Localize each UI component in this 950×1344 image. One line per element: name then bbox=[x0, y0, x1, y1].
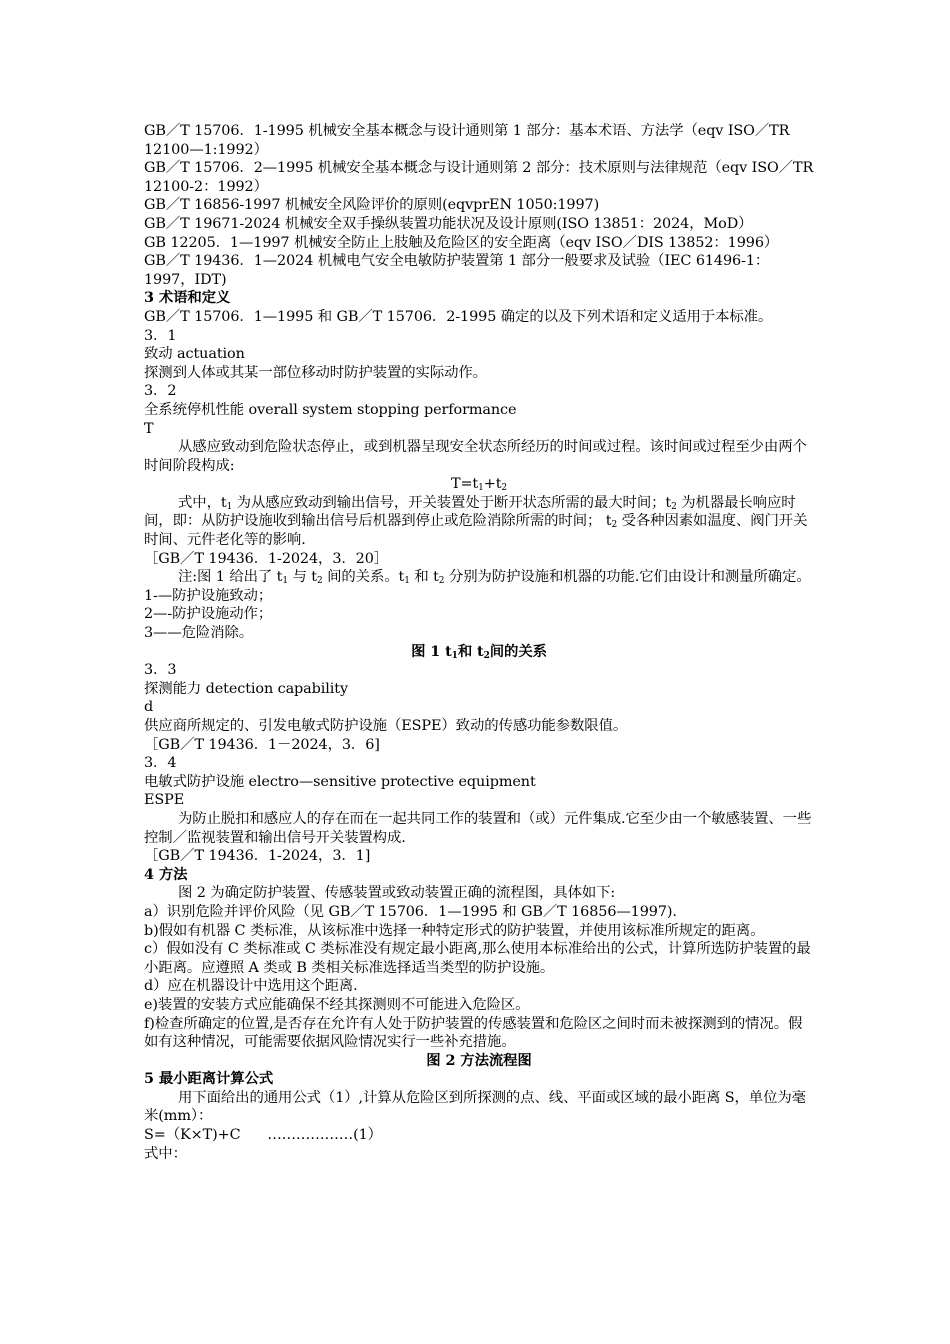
ref-1: GB／T 15706．1-1995 机械安全基本概念与设计通则第 1 部分：基本术语、方法学（eqv ISO／TR 12100—1:1992） bbox=[144, 123, 790, 158]
term-3-1-definition: 探测到人体或其某一部位移动时防护装置的实际动作。 bbox=[144, 364, 487, 381]
method-step-e: e)装置的安装方式应能确保不经其探测则不可能进入危险区。 bbox=[144, 996, 530, 1013]
section-5-heading: 5 最小距离计算公式 bbox=[144, 1070, 274, 1088]
method-step-c: c）假如没有 C 类标准或 C 类标准没有规定最小距离,那么使用本标准给出的公式，计算所选防护装置的最小距离。应遵照 A 类或 B 类相关标准选择适当类型的防护设施。 bbox=[144, 941, 811, 976]
section-5-intro: 用下面给出的通用公式（1）,计算从危险区到所探测的点、线、平面或区域的最小距离 S，单位为毫米(mm）： bbox=[144, 1089, 806, 1125]
section-4-heading: 4 方法 bbox=[144, 865, 188, 883]
formula-where-label: 式中： bbox=[144, 1145, 187, 1162]
method-step-a: a）识别危险并评价风险（见 GB／T 15706．1—1995 和 GB／T 16856—1997). bbox=[144, 903, 677, 920]
term-3-3-symbol: d bbox=[144, 699, 154, 716]
term-3-4-source: ［GB／T 19436．1-2024，3．1] bbox=[144, 848, 371, 865]
term-3-4-definition: 为防止脱扣和感应人的存在而在一起共同工作的装置和（或）元件集成.它至少由一个敏感装置、一些控制／监视装置和输出信号开关装置构成. bbox=[144, 810, 812, 846]
term-3-2-definition: 从感应致动到危险状态停止，或到机器呈现安全状态所经历的时间或过程。该时间或过程至少由两个时间阶段构成: bbox=[144, 439, 807, 474]
ref-6: GB／T 19436．1—2024 机械电气安全电敏防护装置第 1 部分一般要求及试验（IEC 61496-1：1997，IDT) bbox=[144, 253, 770, 288]
figure-1-caption: 图 1 $t_1$和 $t_2$间的关系 bbox=[411, 642, 547, 661]
term-3-2-symbol: T bbox=[144, 420, 154, 437]
term-3-3-number: 3．3 bbox=[144, 662, 177, 679]
method-step-f: f)检查所确定的位置,是否存在允许有人处于防护装置的传感装置和危险区之间时而未被探测到的情况。假如有这种情况，可能需要依据风险情况实行一些补充措施。 bbox=[144, 1015, 803, 1051]
term-3-1-name: 致动 actuation bbox=[144, 346, 245, 363]
stop-time-equation: $T=t_1+t_2$ bbox=[450, 476, 508, 494]
term-3-4-number: 3．4 bbox=[144, 755, 177, 772]
equation-explanation: 式中，$t_1$ 为从感应致动到输出信号，开关装置处于断开状态所需的最大时间；$t_2$ 为机器最长响应时间，即：从防护设施收到输出信号后机器到停止或危险消除所需的时间； $t_2$ 受各种因素如温度、阀门开关时间、元件老化等的影响. bbox=[144, 494, 808, 549]
term-3-2-source: ［GB／T 19436．1-2024，3．20］ bbox=[144, 550, 389, 567]
figure-1-legend-2: 2—-防护设施动作； bbox=[144, 606, 273, 623]
document-body bbox=[144, 122, 814, 1163]
term-3-2-number: 3．2 bbox=[144, 383, 177, 400]
section-4-intro: 图 2 为确定防护装置、传感装置或致动装置正确的流程图，具体如下: bbox=[178, 885, 616, 902]
section-3-intro: GB／T 15706．1—1995 和 GB／T 15706．2-1995 确定的以及下列术语和定义适用于本标准。 bbox=[144, 308, 773, 325]
ref-2: GB／T 15706．2—1995 机械安全基本概念与设计通则第 2 部分：技术原则与法律规范（eqv ISO／TR 12100-2：1992） bbox=[144, 160, 814, 195]
section-3-heading: 3 术语和定义 bbox=[144, 289, 231, 307]
term-3-3-source: ［GB／T 19436．1－2024，3．6] bbox=[144, 736, 380, 753]
term-3-1-number: 3．1 bbox=[144, 327, 177, 344]
method-step-d: d）应在机器设计中选用这个距离. bbox=[144, 978, 358, 995]
figure-1-legend-3: 3——危险消除。 bbox=[144, 625, 254, 642]
term-3-4-symbol: ESPE bbox=[144, 792, 185, 809]
ref-3: GB／T 16856-1997 机械安全风险评价的原则(eqvprEN 1050:1997) bbox=[144, 197, 600, 214]
ref-4: GB／T 19671-2024 机械安全双手操纵装置功能状况及设计原则(ISO 13851：2024，MoD） bbox=[144, 215, 753, 232]
term-3-3-name: 探测能力 detection capability bbox=[144, 680, 348, 697]
ref-5: GB 12205．1—1997 机械安全防止上肢触及危险区的安全距离（eqv ISO／DIS 13852：1996） bbox=[144, 234, 779, 251]
term-3-3-definition: 供应商所规定的、引发电敏式防护设施（ESPE）致动的传感功能参数限值。 bbox=[144, 718, 628, 734]
term-3-4-name: 电敏式防护设施 electro—sensitive protective equipment bbox=[144, 773, 536, 790]
figure-2-caption: 图 2 方法流程图 bbox=[426, 1051, 532, 1069]
method-step-b: b)假如有机器 C 类标准，从该标准中选择一种特定形式的防护装置，并使用该标准所规定的距离。 bbox=[144, 922, 765, 939]
figure-1-legend-1: 1-—防护设施致动； bbox=[144, 587, 273, 604]
distance-formula: S=（K×T)+C ………………(1） bbox=[144, 1127, 382, 1144]
term-3-2-name: 全系统停机性能 overall system stopping performance bbox=[144, 401, 517, 418]
note-figure-1: 注:图 1 给出了 $t_1$ 与 $t_2$ 间的关系。$t_1$ 和 $t_2$ 分别为防护设施和机器的功能.它们由设计和测量所确定。 bbox=[178, 569, 811, 587]
